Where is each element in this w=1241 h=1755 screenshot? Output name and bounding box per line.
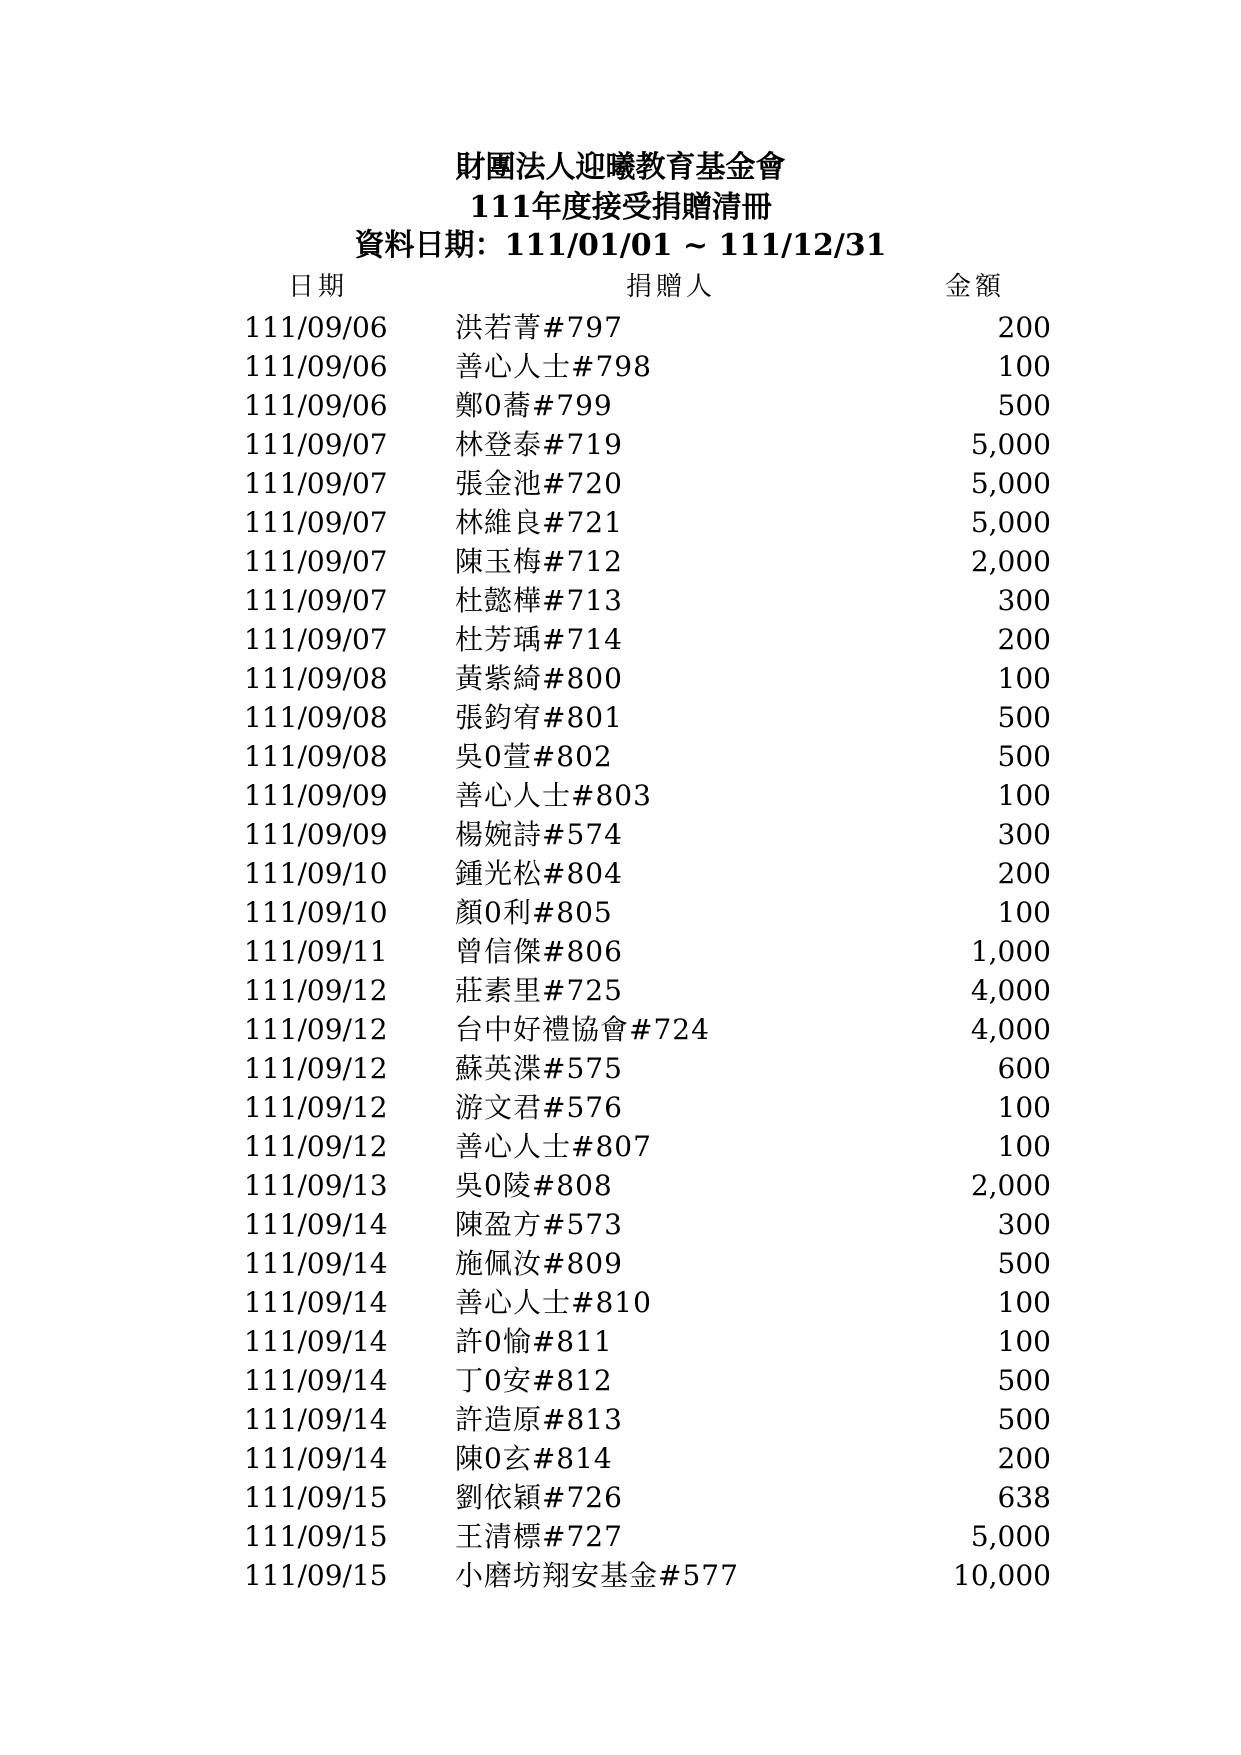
donation-date: 111/09/09: [244, 818, 388, 851]
donor-name: 顏0利#805: [455, 896, 613, 929]
column-header-date: 日期: [288, 272, 349, 302]
donor-name: 張金池#720: [455, 467, 623, 500]
donor-name: 陳0玄#814: [455, 1442, 613, 1475]
table-row: [0, 1244, 1241, 1283]
donation-date: 111/09/07: [244, 623, 388, 656]
donation-amount: 200: [997, 311, 1051, 344]
donation-date: 111/09/08: [244, 701, 388, 734]
donation-amount: 500: [997, 389, 1051, 422]
donor-name: 鄭0蕎#799: [455, 389, 613, 422]
donation-date: 111/09/07: [244, 506, 388, 539]
donation-amount: 300: [997, 818, 1051, 851]
donation-date: 111/09/14: [244, 1286, 388, 1319]
donation-date: 111/09/07: [244, 545, 388, 578]
table-row: [0, 347, 1241, 386]
table-row: [0, 464, 1241, 503]
donation-date: 111/09/14: [244, 1403, 388, 1436]
donor-name: 劉依穎#726: [455, 1481, 623, 1514]
donation-amount: 500: [997, 1247, 1051, 1280]
donor-name: 蘇英渫#575: [455, 1052, 623, 1085]
donor-name: 林維良#721: [455, 506, 623, 539]
donor-name: 台中好禮協會#724: [455, 1013, 710, 1046]
donation-date: 111/09/10: [244, 896, 388, 929]
donation-amount: 4,000: [970, 1013, 1051, 1046]
donor-name: 善心人士#798: [455, 350, 652, 383]
column-header-amount: 金額: [945, 272, 1006, 302]
donor-name: 施佩汝#809: [455, 1247, 623, 1280]
donation-amount: 300: [997, 1208, 1051, 1241]
table-row: [0, 1400, 1241, 1439]
donor-name: 鍾光松#804: [455, 857, 623, 890]
donation-date: 111/09/13: [244, 1169, 388, 1202]
donation-amount: 500: [997, 1364, 1051, 1397]
table-row: [0, 854, 1241, 893]
donation-amount: 4,000: [970, 974, 1051, 1007]
donation-date: 111/09/08: [244, 740, 388, 773]
donation-date: 111/09/12: [244, 1052, 388, 1085]
donor-name: 許0愉#811: [455, 1325, 613, 1358]
donor-name: 林登泰#719: [455, 428, 623, 461]
donor-name: 陳玉梅#712: [455, 545, 623, 578]
donation-amount: 2,000: [970, 545, 1051, 578]
donor-name: 吳0陵#808: [455, 1169, 613, 1202]
donation-date: 111/09/15: [244, 1559, 388, 1592]
table-row: [0, 893, 1241, 932]
donation-date: 111/09/06: [244, 311, 388, 344]
table-row: [0, 737, 1241, 776]
table-row: [0, 1361, 1241, 1400]
table-row: [0, 542, 1241, 581]
table-row: [0, 1439, 1241, 1478]
donation-amount: 100: [997, 1130, 1051, 1163]
table-row: [0, 971, 1241, 1010]
donation-amount: 100: [997, 1091, 1051, 1124]
donation-date: 111/09/09: [244, 779, 388, 812]
donation-date: 111/09/07: [244, 584, 388, 617]
donor-name: 許造原#813: [455, 1403, 623, 1436]
column-header-donor: 捐贈人: [626, 272, 717, 302]
donation-date: 111/09/14: [244, 1208, 388, 1241]
donation-date: 111/09/15: [244, 1520, 388, 1553]
table-row: [0, 1088, 1241, 1127]
donation-amount: 100: [997, 896, 1051, 929]
donation-date: 111/09/06: [244, 350, 388, 383]
table-row: [0, 1283, 1241, 1322]
donor-name: 善心人士#810: [455, 1286, 652, 1319]
donor-name: 杜懿樺#713: [455, 584, 623, 617]
table-row: [0, 1010, 1241, 1049]
donation-amount: 500: [997, 701, 1051, 734]
table-row: [0, 620, 1241, 659]
donation-date: 111/09/15: [244, 1481, 388, 1514]
donation-date: 111/09/06: [244, 389, 388, 422]
date-range: 資料日期：111/01/01 ~ 111/12/31: [354, 228, 887, 263]
donation-amount: 100: [997, 779, 1051, 812]
donation-date: 111/09/12: [244, 974, 388, 1007]
donation-amount: 100: [997, 1286, 1051, 1319]
donation-amount: 100: [997, 350, 1051, 383]
donation-amount: 5,000: [970, 428, 1051, 461]
donation-date: 111/09/12: [244, 1013, 388, 1046]
table-row: [0, 1322, 1241, 1361]
table-row: [0, 1556, 1241, 1595]
table-row: [0, 815, 1241, 854]
donation-amount: 638: [997, 1481, 1051, 1514]
donor-name: 王清標#727: [455, 1520, 623, 1553]
donation-date: 111/09/14: [244, 1442, 388, 1475]
donation-amount: 500: [997, 1403, 1051, 1436]
donation-amount: 100: [997, 1325, 1051, 1358]
donation-amount: 10,000: [953, 1559, 1051, 1592]
report-title: 111年度接受捐贈清冊: [469, 190, 772, 225]
table-row: [0, 1166, 1241, 1205]
donor-name: 丁0安#812: [455, 1364, 613, 1397]
table-row: [0, 425, 1241, 464]
donation-table: [0, 308, 1241, 1595]
table-row: [0, 308, 1241, 347]
table-row: [0, 776, 1241, 815]
donation-amount: 300: [997, 584, 1051, 617]
donation-amount: 500: [997, 740, 1051, 773]
donor-name: 吳0萱#802: [455, 740, 613, 773]
donor-name: 善心人士#803: [455, 779, 652, 812]
donation-date: 111/09/12: [244, 1091, 388, 1124]
donation-amount: 100: [997, 662, 1051, 695]
donor-name: 張鈞宥#801: [455, 701, 623, 734]
table-row: [0, 932, 1241, 971]
donation-date: 111/09/14: [244, 1325, 388, 1358]
donation-amount: 5,000: [970, 506, 1051, 539]
table-row: [0, 659, 1241, 698]
table-row: [0, 386, 1241, 425]
donation-amount: 5,000: [970, 467, 1051, 500]
donation-amount: 1,000: [970, 935, 1051, 968]
table-row: [0, 1205, 1241, 1244]
donation-amount: 200: [997, 857, 1051, 890]
table-row: [0, 1049, 1241, 1088]
donation-amount: 2,000: [970, 1169, 1051, 1202]
donation-amount: 5,000: [970, 1520, 1051, 1553]
donation-date: 111/09/14: [244, 1364, 388, 1397]
table-row: [0, 1517, 1241, 1556]
donor-name: 曾信傑#806: [455, 935, 623, 968]
organization-title: 財團法人迎曦教育基金會: [455, 150, 786, 185]
donation-amount: 200: [997, 1442, 1051, 1475]
donation-date: 111/09/14: [244, 1247, 388, 1280]
donor-name: 莊素里#725: [455, 974, 623, 1007]
donation-date: 111/09/08: [244, 662, 388, 695]
table-row: [0, 503, 1241, 542]
table-row: [0, 698, 1241, 737]
donation-date: 111/09/07: [244, 467, 388, 500]
donor-name: 游文君#576: [455, 1091, 623, 1124]
donation-date: 111/09/07: [244, 428, 388, 461]
donor-name: 楊婉詩#574: [455, 818, 623, 851]
donor-name: 杜芳瑀#714: [455, 623, 623, 656]
donor-name: 小磨坊翔安基金#577: [455, 1559, 739, 1592]
table-row: [0, 581, 1241, 620]
table-row: [0, 1478, 1241, 1517]
donor-name: 陳盈方#573: [455, 1208, 623, 1241]
table-row: [0, 1127, 1241, 1166]
donation-amount: 600: [997, 1052, 1051, 1085]
donor-name: 黃紫綺#800: [455, 662, 623, 695]
donation-date: 111/09/12: [244, 1130, 388, 1163]
donation-amount: 200: [997, 623, 1051, 656]
donor-name: 洪若菁#797: [455, 311, 623, 344]
donation-date: 111/09/10: [244, 857, 388, 890]
donor-name: 善心人士#807: [455, 1130, 652, 1163]
donation-date: 111/09/11: [244, 935, 388, 968]
